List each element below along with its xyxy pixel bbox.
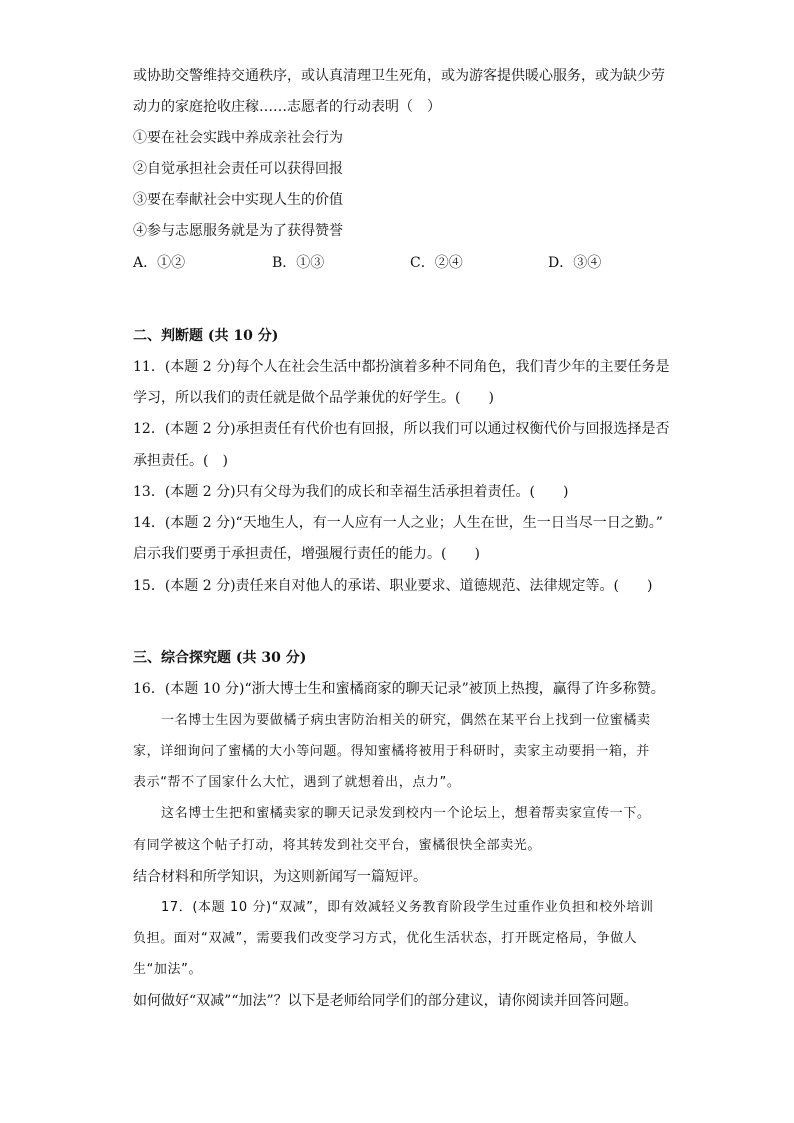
q15-line: 15．(本题 2 分)责任来自对他人的承诺、职业要求、道德规范、法律规定等。( ) <box>133 578 653 594</box>
q10-option-a: A．①② <box>133 255 186 271</box>
q10-item-4: ④参与志愿服务就是为了获得赞誉 <box>133 223 343 239</box>
q13-line: 13．(本题 2 分)只有父母为我们的成长和幸福生活承担着责任。( ) <box>133 484 569 500</box>
q10-option-c: C．②④ <box>410 255 463 271</box>
q16-material-p1-line3: 表示“帮不了国家什么大忙，遇到了就想着出，点力”。 <box>133 775 461 790</box>
q12-line1: 12．(本题 2 分)承担责任有代价也有回报，所以我们可以通过权衡代价与回报选择是否 <box>133 421 670 437</box>
q10-stem-line2: 动力的家庭抢收庄稼……志愿者的行动表明（ ） <box>133 99 441 115</box>
q10-option-b: B．①③ <box>272 255 325 271</box>
q16-material-p2-line2: 有同学被这个帖子打动，将其转发到社交平台，蜜橘很快全部卖光。 <box>133 838 542 853</box>
q11-line1: 11．(本题 2 分)每个人在社会生活中都扮演着多种不同角色，我们青少年的主要任务是 <box>133 359 670 375</box>
q10-stem-line1: 或协助交警维持交通秩序，或认真清理卫生死角，或为游客提供暖心服务，或为缺少劳 <box>133 68 665 84</box>
q10-item-3: ③要在奉献社会中实现人生的价值 <box>133 192 343 208</box>
q16-stem: 16．(本题 10 分)“浙大博士生和蜜橘商家的聊天记录”被顶上热搜，赢得了许多称赞。 <box>133 681 665 697</box>
section3-title: 三、综合探究题 (共 30 分) <box>133 650 307 666</box>
section2-title: 二、判断题 (共 10 分) <box>133 328 279 344</box>
q10-option-d: D．③④ <box>548 255 602 271</box>
q17-task: 如何做好“双减”“加法”？以下是老师给同学们的部分建议，请你阅读并回答问题。 <box>133 993 638 1009</box>
q14-line2: 启示我们要勇于承担责任，增强履行责任的能力。( ) <box>133 546 480 562</box>
q12-line2: 承担责任。( ) <box>133 453 228 469</box>
q16-material-p2-line1: 这名博士生把和蜜橘卖家的聊天记录发到校内一个论坛上，想着帮卖家宣传一下。 <box>161 806 651 821</box>
q17-line3: 生“加法”。 <box>133 962 203 977</box>
q16-material-p1-line2: 家，详细询问了蜜橘的大小等问题。得知蜜橘将被用于科研时，卖家主动要捐一箱，并 <box>133 744 650 759</box>
q16-material-p1-line1: 一名博士生因为要做橘子病虫害防治相关的研究，偶然在某平台上找到一位蜜橘卖 <box>161 713 651 728</box>
q11-line2: 学习，所以我们的责任就是做个品学兼优的好学生。( ) <box>133 390 494 406</box>
q14-line1: 14．(本题 2 分)“天地生人，有一人应有一人之业；人生在世，生一日当尽一日之勤。” <box>133 515 663 531</box>
q17-line1: 17．(本题 10 分)“双减”，即有效减轻义务教育阶段学生过重作业负担和校外培训 <box>161 900 654 915</box>
q10-item-2: ②自觉承担社会责任可以获得回报 <box>133 161 343 177</box>
q10-item-1: ①要在社会实践中养成亲社会行为 <box>133 130 343 146</box>
q16-task: 结合材料和所学知识，为这则新闻写一篇短评。 <box>133 869 427 885</box>
q17-line2: 负担。面对“双减”，需要我们改变学习方式，优化生活状态，打开既定格局，争做人 <box>133 931 638 946</box>
